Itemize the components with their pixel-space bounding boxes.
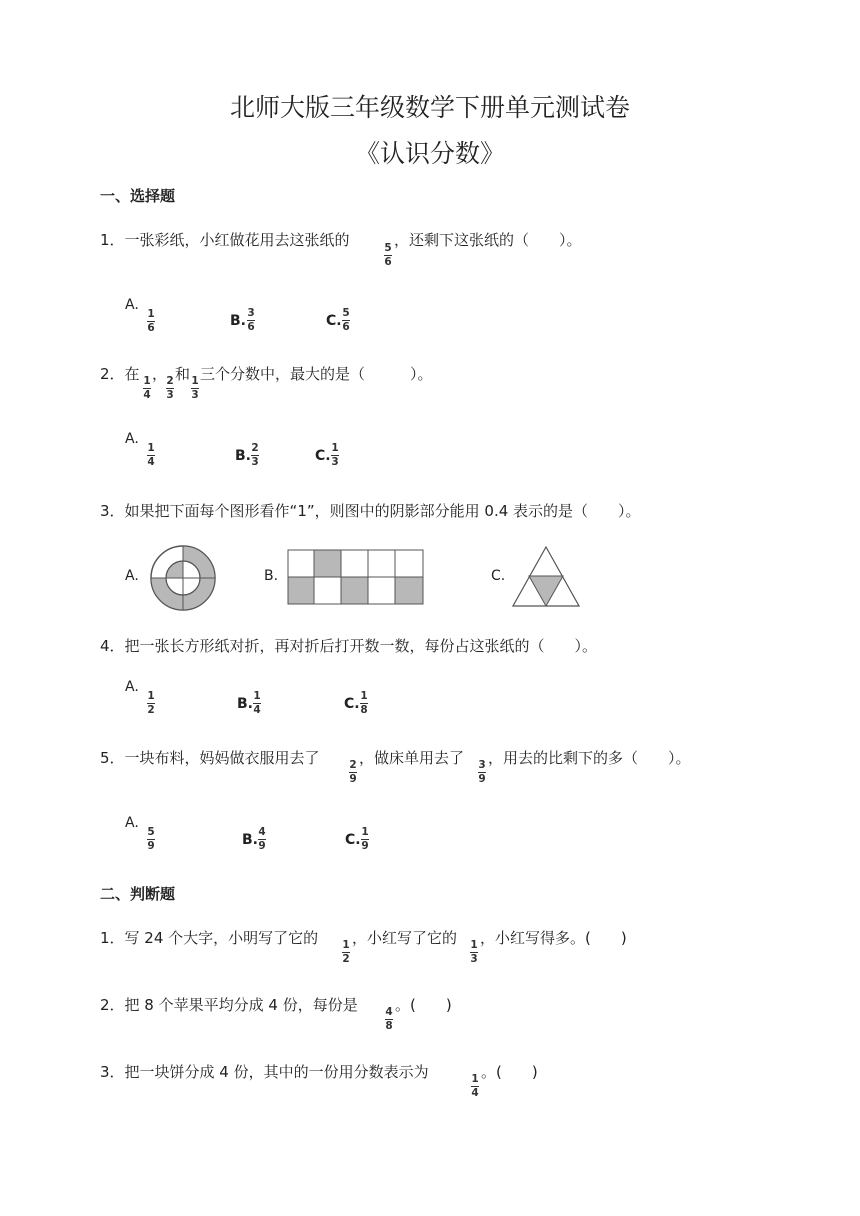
option-b-label[interactable]: B. xyxy=(264,568,279,584)
denominator: 3 xyxy=(251,455,259,468)
fraction xyxy=(385,1007,393,1031)
question-text: ，小红写得多。( ) xyxy=(480,929,627,947)
separator: ， xyxy=(152,365,168,383)
numerator: 5 xyxy=(342,307,350,319)
question-text: ，做床单用去了 xyxy=(359,749,465,767)
denominator: 2 xyxy=(147,703,155,716)
denominator: 3 xyxy=(191,388,199,401)
fraction xyxy=(166,376,174,400)
question-text: 3．如果把下面每个图形看作“1”，则图中的阴影部分能用 0.4 表示的是（ ）。 xyxy=(100,502,641,520)
option-a-fraction xyxy=(147,691,155,715)
option-b-fraction xyxy=(247,308,255,332)
ring-figure[interactable] xyxy=(149,544,217,612)
option-c-fraction xyxy=(361,827,369,851)
denominator: 6 xyxy=(147,321,155,334)
numerator: 5 xyxy=(147,826,155,838)
fraction xyxy=(342,940,350,964)
question-text: 1．写 24 个大字，小明写了它的 xyxy=(100,929,319,947)
option-c-label[interactable]: C. xyxy=(326,313,342,329)
question-text: ，还剩下这张纸的（ ）。 xyxy=(394,231,582,249)
denominator: 4 xyxy=(143,388,151,401)
denominator: 8 xyxy=(385,1019,393,1032)
denominator: 9 xyxy=(258,839,266,852)
denominator: 9 xyxy=(349,772,357,785)
option-c-fraction xyxy=(331,443,339,467)
question-text: ，小红写了它的 xyxy=(352,929,458,947)
question-text: 5．一块布料，妈妈做衣服用去了 xyxy=(100,749,320,767)
denominator: 4 xyxy=(147,455,155,468)
option-c-label[interactable]: C. xyxy=(344,696,360,712)
option-b-label[interactable]: B. xyxy=(235,448,251,464)
numerator: 1 xyxy=(147,442,155,454)
denominator: 2 xyxy=(342,952,350,965)
denominator: 8 xyxy=(360,703,368,716)
option-a-label[interactable]: A. xyxy=(125,297,139,313)
numerator: 2 xyxy=(166,375,174,387)
fraction xyxy=(471,1074,479,1098)
question-text: 1．一张彩纸，小红做花用去这张纸的 xyxy=(100,231,350,249)
option-c-label[interactable]: C. xyxy=(345,832,361,848)
numerator: 1 xyxy=(191,375,199,387)
option-c-fraction xyxy=(342,308,350,332)
option-a-label[interactable]: A. xyxy=(125,431,139,447)
numerator: 2 xyxy=(251,442,259,454)
denominator: 9 xyxy=(147,839,155,852)
numerator: 4 xyxy=(258,826,266,838)
denominator: 4 xyxy=(253,703,261,716)
question-text: 2．在 xyxy=(100,365,140,383)
question-text: 3．把一块饼分成 4 份，其中的一份用分数表示为 xyxy=(100,1063,429,1081)
fraction xyxy=(478,760,486,784)
fraction xyxy=(470,940,478,964)
numerator: 1 xyxy=(342,939,350,951)
denominator: 6 xyxy=(384,255,392,268)
option-b-label[interactable]: B. xyxy=(230,313,246,329)
section-heading-judge: 二、判断题 xyxy=(100,885,176,903)
numerator: 1 xyxy=(253,690,261,702)
option-c-label[interactable]: C. xyxy=(491,568,506,584)
numerator: 4 xyxy=(385,1006,393,1018)
section-heading-choice: 一、选择题 xyxy=(100,187,176,205)
option-b-fraction xyxy=(251,443,259,467)
denominator: 6 xyxy=(342,320,350,333)
option-c-fraction xyxy=(360,691,368,715)
question-text: 2．把 8 个苹果平均分成 4 份，每份是 xyxy=(100,996,358,1014)
numerator: 5 xyxy=(384,242,392,254)
page-title: 北师大版三年级数学下册单元测试卷 xyxy=(229,93,630,122)
numerator: 3 xyxy=(247,307,255,319)
denominator: 9 xyxy=(361,839,369,852)
option-a-fraction xyxy=(147,827,155,851)
denominator: 3 xyxy=(470,952,478,965)
question-text: ，用去的比剩下的多（ ）。 xyxy=(488,749,691,767)
option-b-label[interactable]: B. xyxy=(242,832,258,848)
option-b-fraction xyxy=(253,691,261,715)
option-b-fraction xyxy=(258,827,266,851)
fraction xyxy=(191,376,199,400)
option-a-label[interactable]: A. xyxy=(125,815,139,831)
numerator: 1 xyxy=(147,308,155,320)
numerator: 1 xyxy=(361,826,369,838)
fraction xyxy=(349,760,357,784)
option-b-label[interactable]: B. xyxy=(237,696,253,712)
denominator: 3 xyxy=(166,388,174,401)
numerator: 1 xyxy=(331,442,339,454)
denominator: 9 xyxy=(478,772,486,785)
page-subtitle: 《认识分数》 xyxy=(354,139,505,168)
numerator: 3 xyxy=(478,759,486,771)
numerator: 1 xyxy=(360,690,368,702)
option-a-label[interactable]: A. xyxy=(125,568,139,584)
option-a-fraction xyxy=(147,443,155,467)
denominator: 6 xyxy=(247,320,255,333)
question-text: 和 xyxy=(175,365,191,383)
triangle-figure[interactable] xyxy=(512,546,580,608)
denominator: 3 xyxy=(331,455,339,468)
numerator: 1 xyxy=(470,939,478,951)
fraction xyxy=(384,243,392,267)
numerator: 2 xyxy=(349,759,357,771)
numerator: 1 xyxy=(471,1073,479,1085)
numerator: 1 xyxy=(143,375,151,387)
denominator: 4 xyxy=(471,1086,479,1099)
grid-figure[interactable] xyxy=(287,549,424,605)
option-c-label[interactable]: C. xyxy=(315,448,331,464)
option-a-label[interactable]: A. xyxy=(125,679,139,695)
question-text: 三个分数中，最大的是（ ）。 xyxy=(200,365,433,383)
option-a-fraction xyxy=(147,309,155,333)
question-text: 。( ) xyxy=(395,996,452,1014)
numerator: 1 xyxy=(147,690,155,702)
question-text: 。( ) xyxy=(481,1063,538,1081)
fraction xyxy=(143,376,151,400)
question-text: 4．把一张长方形纸对折，再对折后打开数一数，每份占这张纸的（ ）。 xyxy=(100,637,598,655)
